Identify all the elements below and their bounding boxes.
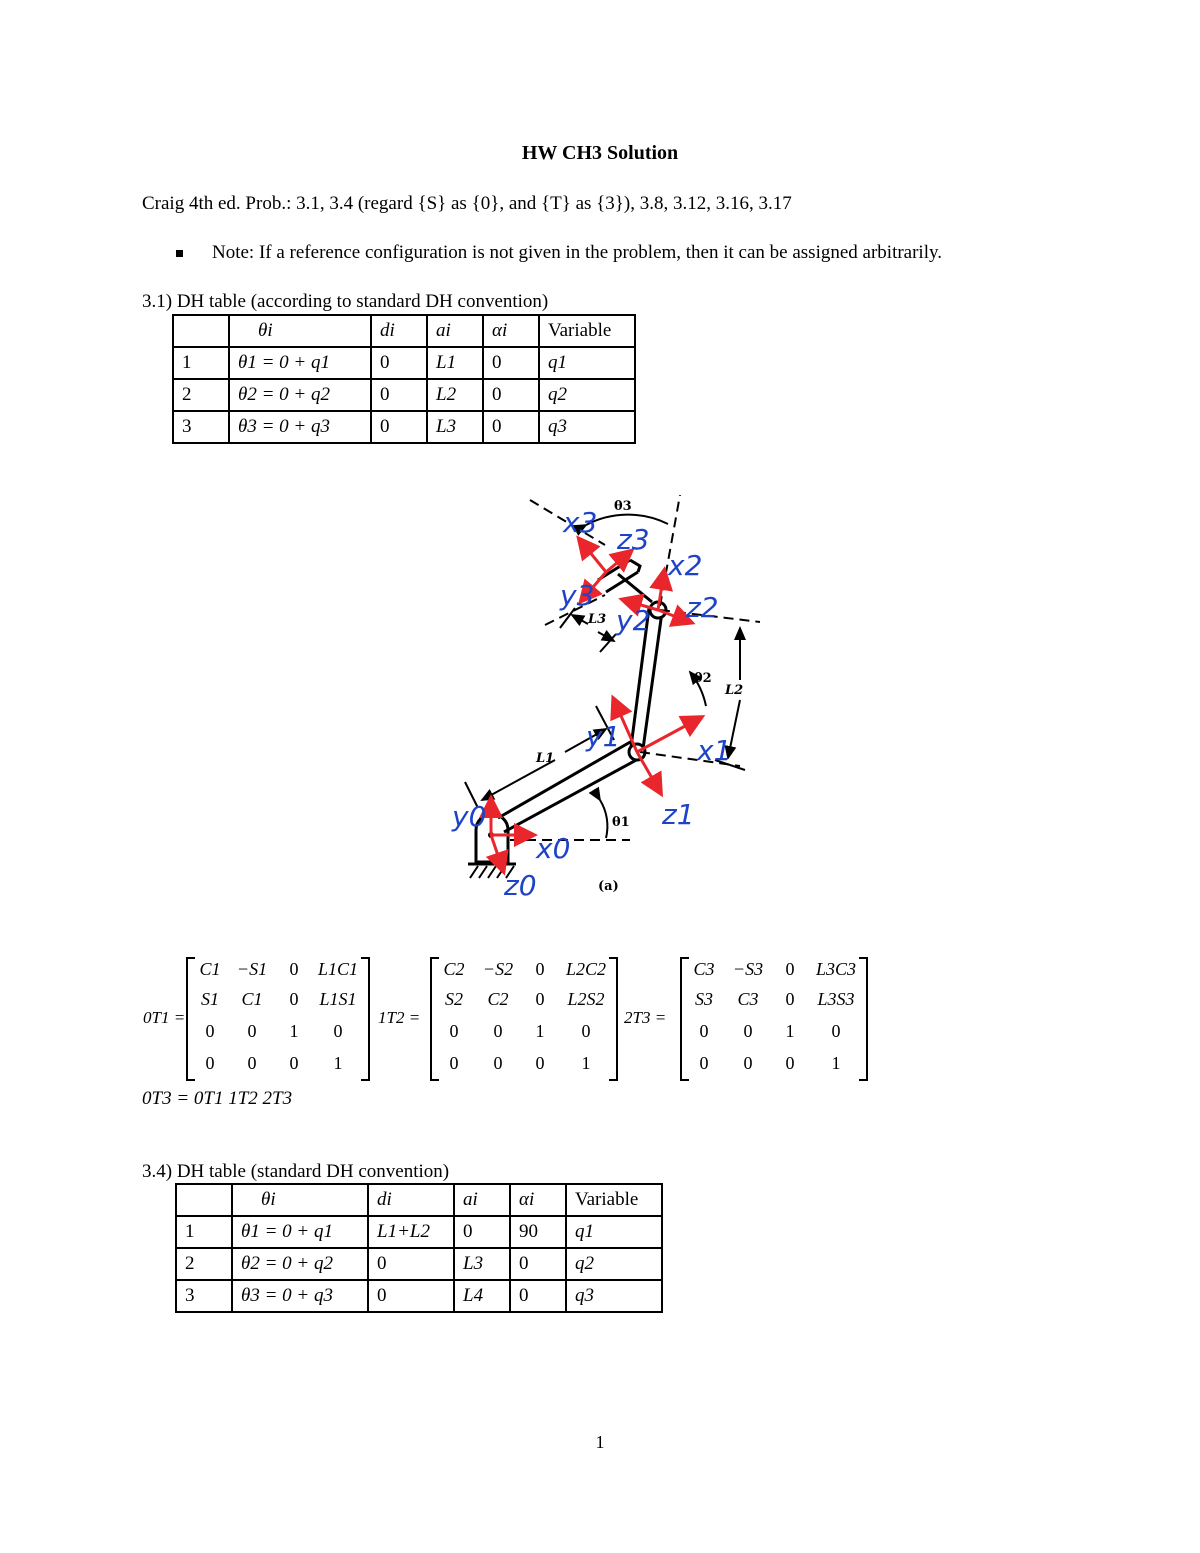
matrix-cell: 1	[535, 1021, 545, 1041]
table-cell: 0	[510, 1280, 566, 1312]
matrix-cell: 0	[699, 1053, 709, 1073]
matrix-cell: L2S2	[567, 989, 605, 1009]
bracket-right	[361, 957, 370, 1081]
matrix-label-1T2: 1T2 =	[378, 1008, 421, 1027]
table-cell	[176, 1184, 232, 1216]
table-cell: αi	[510, 1184, 566, 1216]
table-cell: 0	[510, 1248, 566, 1280]
table-cell: θ2 = 0 + q2	[232, 1248, 368, 1280]
bullet-icon	[176, 244, 183, 257]
matrix-cell: 1	[785, 1021, 795, 1041]
product-equation: 0T3 = 0T1 1T2 2T3	[142, 1088, 293, 1109]
matrix-1T2	[430, 957, 618, 1081]
matrix-cell: 0	[581, 1021, 591, 1041]
table-row	[176, 1248, 662, 1280]
table-cell: ai	[454, 1184, 510, 1216]
matrix-0T1	[186, 957, 370, 1081]
table-cell: L4	[454, 1280, 510, 1312]
matrix-cell: C2	[487, 989, 509, 1009]
matrix-cell: L3C3	[815, 959, 857, 979]
matrix-cell: C2	[443, 959, 465, 979]
table-cell: q1	[566, 1216, 662, 1248]
matrix-cell: C1	[199, 959, 221, 979]
table-cell: q2	[566, 1248, 662, 1280]
matrix-cell: 1	[581, 1053, 591, 1073]
table-row	[173, 347, 635, 379]
matrix-cell: 0	[535, 989, 545, 1009]
matrix-cell: 0	[205, 1021, 215, 1041]
matrix-cell: L2C2	[565, 959, 607, 979]
matrix-cell: C3	[693, 959, 715, 979]
table-cell: 0	[371, 379, 427, 411]
bracket-right	[859, 957, 868, 1081]
label-y3: y3	[560, 579, 595, 612]
table-cell: 0	[454, 1216, 510, 1248]
matrix-cell: 0	[785, 959, 795, 979]
matrix-cell: 0	[289, 989, 299, 1009]
page-title: HW CH3 Solution	[521, 142, 679, 164]
table-cell: θ3 = 0 + q3	[229, 411, 371, 443]
table-cell: L1+L2	[368, 1216, 454, 1248]
table-header-row	[173, 315, 635, 347]
matrix-cell: 0	[289, 959, 299, 979]
matrix-cell: 0	[247, 1053, 257, 1073]
label-y2: y2	[616, 604, 651, 637]
table-cell: θ2 = 0 + q2	[229, 379, 371, 411]
matrix-cell: 0	[699, 1021, 709, 1041]
table-cell: L2	[427, 379, 483, 411]
label-L3: L3	[588, 612, 607, 627]
table-cell: q2	[539, 379, 635, 411]
table-cell: 90	[510, 1216, 566, 1248]
table-cell: 0	[371, 347, 427, 379]
table-cell: 0	[368, 1280, 454, 1312]
table-cell: q1	[539, 347, 635, 379]
label-y0: y0	[452, 800, 487, 833]
link-3	[598, 560, 652, 602]
matrix-cell: 0	[449, 1053, 459, 1073]
label-z2: z2	[686, 591, 719, 624]
matrix-cell: L1S1	[319, 989, 357, 1009]
table-cell: θ3 = 0 + q3	[232, 1280, 368, 1312]
table-cell: 0	[483, 347, 539, 379]
label-theta1: θ1	[612, 815, 630, 830]
table-cell: 1	[173, 347, 229, 379]
matrix-cell: 0	[449, 1021, 459, 1041]
matrix-cell: 0	[289, 1053, 299, 1073]
table-row	[176, 1216, 662, 1248]
table-cell: ai	[427, 315, 483, 347]
robot-arm-figure	[440, 480, 800, 910]
table-cell: θi	[232, 1184, 368, 1216]
matrix-cell: C3	[737, 989, 759, 1009]
matrix-cell: 1	[333, 1053, 343, 1073]
table-cell	[173, 315, 229, 347]
matrix-cell: S1	[201, 989, 219, 1009]
label-x3: x3	[563, 506, 598, 539]
matrix-cell: −S1	[236, 959, 268, 979]
table-cell: L3	[454, 1248, 510, 1280]
table-cell: 0	[483, 379, 539, 411]
table-cell: θi	[229, 315, 371, 347]
table-cell: di	[371, 315, 427, 347]
matrix-cell: −S2	[482, 959, 514, 979]
table-cell: L3	[427, 411, 483, 443]
table-cell: q3	[566, 1280, 662, 1312]
matrix-cell: 1	[831, 1053, 841, 1073]
matrix-cell: L3S3	[817, 989, 855, 1009]
matrix-cell: 0	[493, 1053, 503, 1073]
table-cell: 2	[173, 379, 229, 411]
label-theta2: θ2	[694, 671, 712, 686]
matrix-cell: 0	[785, 1053, 795, 1073]
table-cell: 3	[173, 411, 229, 443]
label-z0: z0	[504, 869, 537, 902]
matrix-cell: −S3	[732, 959, 764, 979]
matrix-cell: 0	[535, 1053, 545, 1073]
page-number: 1	[595, 1432, 605, 1452]
table-cell: Variable	[539, 315, 635, 347]
table-cell: αi	[483, 315, 539, 347]
matrix-2T3	[680, 957, 868, 1081]
label-x2: x2	[668, 549, 703, 582]
matrix-cell: 0	[831, 1021, 841, 1041]
matrix-cell: S2	[445, 989, 463, 1009]
label-y1: y1	[586, 720, 621, 753]
matrix-cell: 0	[743, 1053, 753, 1073]
matrix-cell: S3	[695, 989, 713, 1009]
matrix-cell: 0	[535, 959, 545, 979]
matrix-cell: C1	[241, 989, 263, 1009]
table-cell: 1	[176, 1216, 232, 1248]
matrix-cell: 0	[247, 1021, 257, 1041]
label-theta3: θ3	[614, 499, 632, 514]
matrix-cell: 1	[289, 1021, 299, 1041]
dh-table-3-4	[175, 1183, 663, 1313]
label-x0: x0	[536, 832, 571, 865]
table-cell: 2	[176, 1248, 232, 1280]
table-cell: di	[368, 1184, 454, 1216]
label-L2: L2	[725, 683, 744, 698]
table-cell: 3	[176, 1280, 232, 1312]
table-cell: θ1 = 0 + q1	[232, 1216, 368, 1248]
table-cell: L1	[427, 347, 483, 379]
table-header-row	[176, 1184, 662, 1216]
label-x1: x1	[697, 734, 732, 767]
matrix-cell: 0	[205, 1053, 215, 1073]
matrix-cell: L1C1	[317, 959, 359, 979]
label-z1: z1	[662, 798, 695, 831]
label-z3: z3	[617, 523, 650, 556]
matrix-cell: 0	[493, 1021, 503, 1041]
table-cell: 0	[371, 411, 427, 443]
label-L1: L1	[536, 751, 555, 766]
table-cell: θ1 = 0 + q1	[229, 347, 371, 379]
matrix-cell: 0	[333, 1021, 343, 1041]
matrix-cell: 0	[743, 1021, 753, 1041]
matrix-label-2T3: 2T3 =	[624, 1008, 667, 1027]
note-text: Note: If a reference configuration is not given in the problem, then it can be assigned arbitrarily.	[212, 242, 943, 263]
matrix-cell: 0	[785, 989, 795, 1009]
table-cell: 0	[483, 411, 539, 443]
table-cell: q3	[539, 411, 635, 443]
figure-caption: (a)	[598, 879, 619, 894]
table-cell: Variable	[566, 1184, 662, 1216]
bracket-right	[609, 957, 618, 1081]
section-3-4-heading: 3.4) DH table (standard DH convention)	[142, 1161, 450, 1182]
table-cell: 0	[368, 1248, 454, 1280]
dh-table-3-1	[172, 314, 636, 444]
table-row	[173, 411, 635, 443]
table-row	[173, 379, 635, 411]
matrix-label-0T1: 0T1 =	[143, 1008, 186, 1027]
section-3-1-heading: 3.1) DH table (according to standard DH convention)	[142, 291, 549, 312]
problem-list: Craig 4th ed. Prob.: 3.1, 3.4 (regard {S} as {0}, and {T} as {3}), 3.8, 3.12, 3.16, 3.17	[142, 193, 792, 214]
table-row	[176, 1280, 662, 1312]
